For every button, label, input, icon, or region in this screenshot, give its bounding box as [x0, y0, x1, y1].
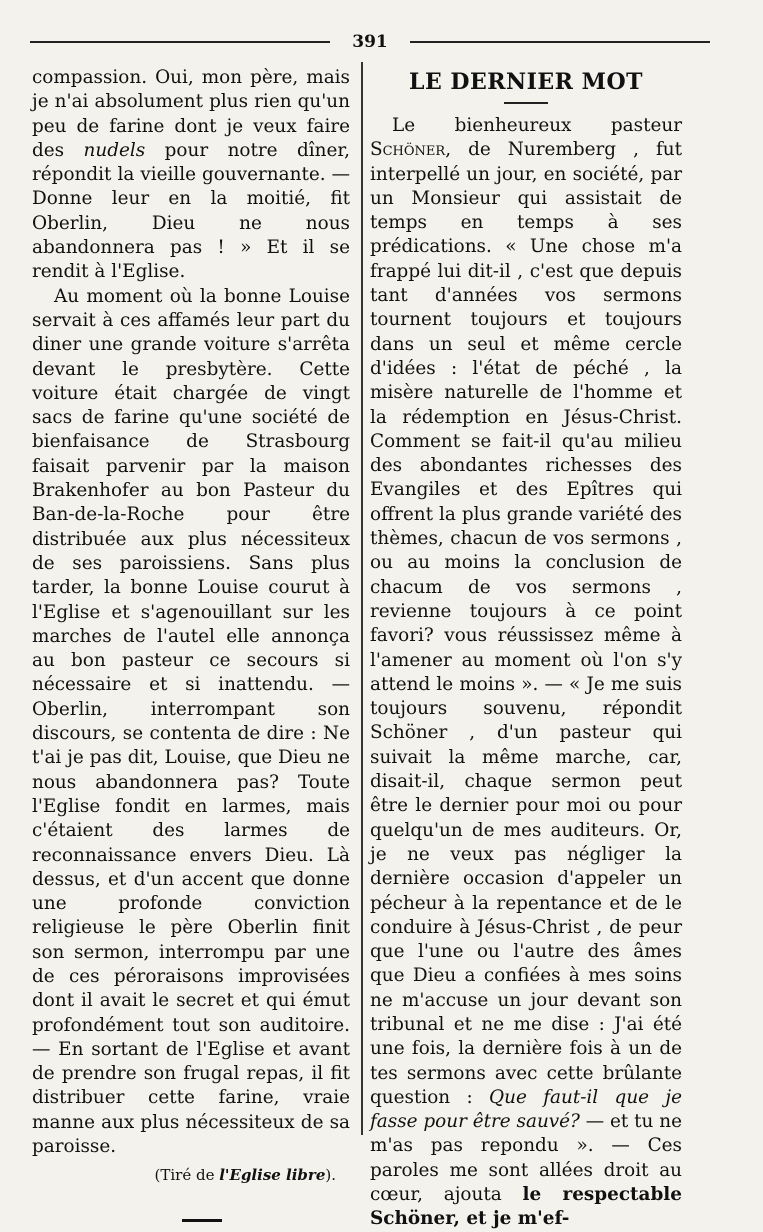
header-rule-left — [30, 41, 330, 43]
source-title: l'Eglise libre — [219, 1166, 326, 1185]
source-prefix: (Tiré de — [154, 1166, 220, 1185]
left-column — [32, 66, 350, 1222]
oberlin-paragraph-1 — [32, 66, 350, 285]
article-title: LE DERNIER MOT — [408, 69, 644, 95]
schoner-paragraph — [370, 114, 682, 1232]
page-header — [30, 32, 710, 52]
text-run: pour notre dîner, répondit la vieille gouvernante. — Donne leur en la moitié, fit Oberlin, Dieu ne nous abandonnera pas ! » Et il se rendit à l'Eglise. — [32, 139, 350, 283]
text-run: Le bienheureux pasteur — [392, 115, 682, 136]
right-column — [370, 68, 682, 1232]
oberlin-paragraph-2: Au moment où la bonne Louise servait à ces affamés leur part du diner une grande voiture s'arrêta devant le presbytère. Cette voiture était chargée de vingt sacs de farine qu'une société de bienfaisance de Strasbourg faisait parvenir par la maison Brakenhofer au bon Pasteur du Ban-de-la-Roche pour être distribuée aux plus nécessiteux de ses paroissiens. Sans plus tarder, la bonne Louise courut à l'Eglise et s'agenouillant sur les marches de l'autel elle annonça au bon pasteur ce secours si nécessaire et si inattendu. —Oberlin, interrompant son discours, se contenta de dire : Ne t'ai je pas dit, Louise, que Dieu ne nous abandonnera pas? Toute l'Eglise fondit en larmes, mais c'étaient des larmes de reconnaissance envers Dieu. Là dessus, et d'un accent que donne une profonde conviction religieuse le père Oberlin finit son sermon, interrompu par une de ces péroraisons improvisées dont il avait le secret et qui émut profondément tout son auditoire. — En sortant de l'Eglise et avant de prendre son frugal repas, il fit distribuer cette farine, vraie manne aux plus nécessiteux de sa paroisse. — [32, 285, 350, 1158]
title-rule — [504, 102, 548, 104]
italic-question: Que faut-il que je fasse pour être sauvé? — [370, 1086, 682, 1133]
text-run: , de Nuremberg , fut interpellé un jour, en société, par un Monsieur qui assistait de temps en temps à ses prédications. « Une chose m'a frappé lui dit-il , c'est que depuis tant d'années vos sermons tournent toujours et toujours dans un seul et même cercle d'idées : l'état de péché , la misère naturelle de l'homme et la rédemption en Jésus-Christ. Comment se fait-il qu'au milieu des abondantes richesses des Evangiles et des Epîtres qui offrent la plus grande variété des thèmes, chacun de vos sermons , ou au moins la conclusion de chacum de vos sermons , revienne toujours à ce point favori? vous réussissez même à l'amener au moment où l'on s'y attend le moins ». — « Je me suis toujours souvenu, répondit Schöner , d'un pasteur qui suivait la même marche, car, disait-il, chaque sermon peut être le dernier pour moi ou pour quelqu'un de mes auditeurs. Or, je ne veux pas négliger la dernière occasion d'appeler un pécheur à la repentance et de le conduire à Jésus-Christ , de peur que l'une ou l'autre des âmes que Dieu a confiées à mes soins ne m'accuse un jour devant son tribunal et ne me dise : J'ai été une fois, la dernière fois à un de tes sermons avec cette brûlante question : — [370, 139, 682, 1108]
end-rule — [182, 1219, 222, 1222]
column-divider — [361, 62, 363, 1135]
page-number: 391 — [352, 32, 388, 52]
header-rule-right — [410, 41, 710, 43]
italic-term: nudels — [83, 139, 146, 161]
pastor-name: Schöner — [370, 139, 446, 161]
text-run-bold: le respectable Schöner, et je m'ef- — [370, 1184, 682, 1230]
source-citation — [32, 1165, 350, 1185]
source-suffix: ). — [325, 1166, 336, 1185]
text-run: compassion. Oui, mon père, mais je n'ai absolument plus rien qu'un peu de farine dont je veux faire des — [32, 67, 350, 161]
text-run: — et tu ne m'as pas repondu ». — Ces paroles me sont allées droit au cœur, ajouta — [370, 1111, 682, 1206]
